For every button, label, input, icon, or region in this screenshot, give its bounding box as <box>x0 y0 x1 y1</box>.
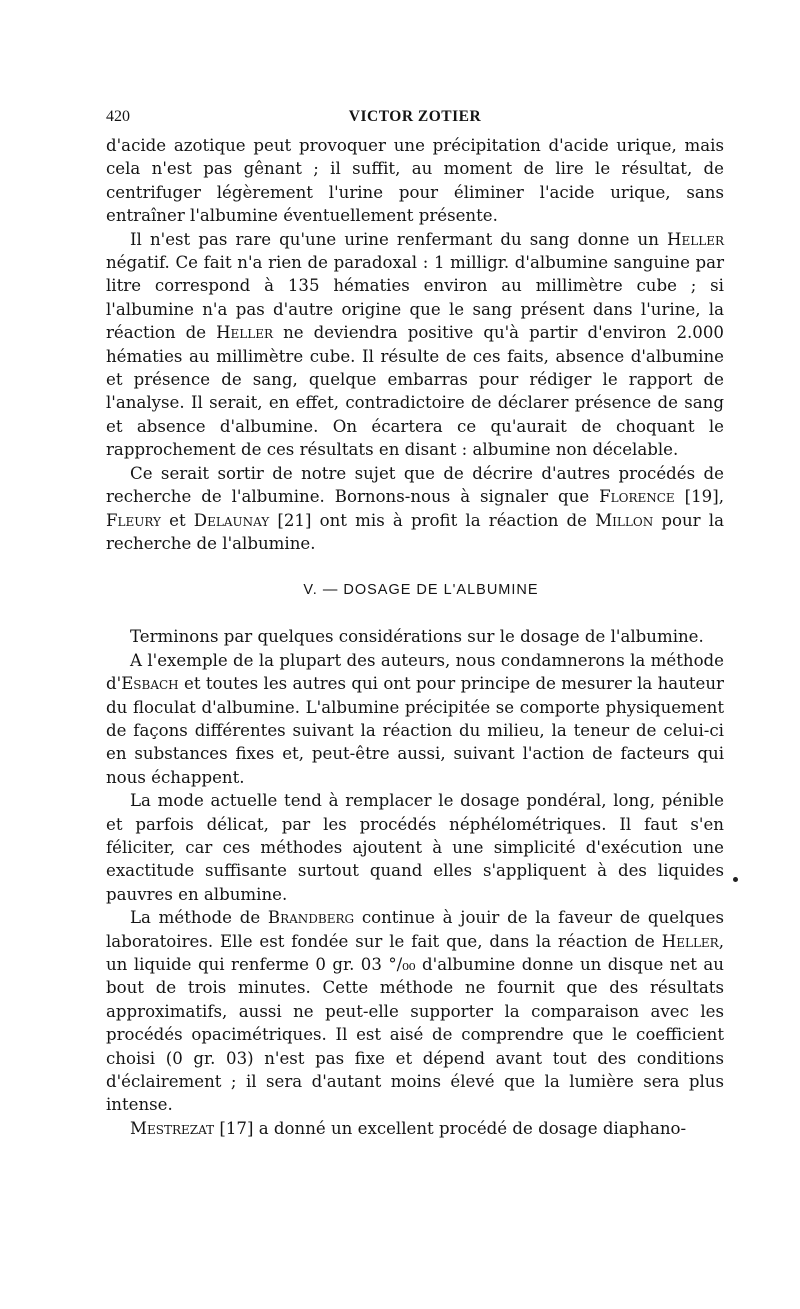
paragraph <box>106 462 724 556</box>
paragraph-text: négatif. Ce fait n'a rien de paradoxal : 1 milligr. d'albumine sanguine par litre correspond à 135 hématies environ au millimètre cube ; si l'albumine n'a pas d'autre origine que le sang présent dans l'urine, la réaction de <box>106 253 724 343</box>
author-name: Florence <box>599 487 675 507</box>
paragraph-text: La méthode de <box>130 908 268 928</box>
paragraph <box>106 134 724 228</box>
paragraph <box>106 228 724 462</box>
page <box>106 104 724 1140</box>
paragraph <box>106 625 724 648</box>
paragraph-text: , un liquide qui renferme 0 gr. 03 °/₀₀ d'albumine donne un disque net au bout de trois minutes. Cette méthode ne fournit que des résultats approximatifs, aussi ne peut-elle supporter la comparaison avec les procédés opacimétriques. Il est aisé de comprendre que le coefficient choisi (0 gr. 03) n'est pas fixe et dépend avant tout des conditions d'éclairement ; il sera d'autant moins élevé que la lumière sera plus intense. <box>106 931 724 1115</box>
paragraph-text: [21] ont mis à profit la réaction de <box>269 510 596 530</box>
section-heading: V. — DOSAGE DE L'ALBUMINE <box>303 582 539 599</box>
author-name: Esbach <box>121 674 179 694</box>
page-number: 420 <box>106 108 130 125</box>
author-name: Millon <box>595 510 654 530</box>
paragraph <box>106 906 724 1117</box>
author-name: Heller <box>661 931 719 951</box>
paragraph <box>106 789 724 906</box>
paragraph-text: d'acide azotique peut provoquer une précipitation d'acide urique, mais cela n'est pas gênant ; il suffit, au moment de lire le résultat, de centrifuger légèrement l'urine pour éliminer l'acide urique, sans entraîner l'albumine éventuellement présente. <box>106 136 724 226</box>
author-name: Mestrezat <box>130 1118 215 1138</box>
paragraph-text: continue à jouir de la faveur de quelques laboratoires. Elle est fondée sur le fait que, dans la réaction de <box>106 908 724 951</box>
running-head <box>106 104 724 134</box>
paragraph-text: Il n'est pas rare qu'une urine renfermant du sang donne un <box>130 229 668 249</box>
paragraph <box>106 649 724 789</box>
paragraph-text: ne deviendra positive qu'à partir d'environ 2.000 hématies au millimètre cube. Il résulte de ces faits, absence d'albumine et présence de sang, quelque embarras pour rédiger le rapport de l'analyse. Il serait, en effet, contradictoire de déclarer présence de sang et absence d'albumine. On écartera ce qu'aurait de choquant le rapprochement de ces résultats en disant : albumine non décelable. <box>106 323 724 460</box>
running-title: VICTOR ZOTIER <box>348 108 482 125</box>
paragraph-text: pour la recherche de l'albumine. <box>106 510 724 553</box>
author-name: Fleury <box>106 510 161 530</box>
paragraph-text: et <box>160 510 194 530</box>
paragraph-text: [19], <box>674 487 724 507</box>
paragraph-text: Terminons par quelques considérations sur le dosage de l'albumine. <box>130 627 704 647</box>
author-name: Heller <box>216 323 274 343</box>
paragraph-text: A l'exemple de la plupart des auteurs, nous condamnerons la méthode d' <box>106 650 724 694</box>
author-name: Heller <box>667 229 724 249</box>
body-text <box>106 134 724 1140</box>
paragraph-text: Ce serait sortir de notre sujet que de décrire d'autres procédés de recherche de l'albumine. Bornons-nous à signaler que <box>106 463 724 507</box>
author-name: Brandberg <box>267 908 355 928</box>
paragraph-text: et toutes les autres qui ont pour principe de mesurer la hauteur du floculat d'albumine. L'albumine précipitée se comporte physiquement de façons différentes suivant la réaction du milieu, la teneur de celui-ci en substances fixes et, peut-être aussi, suivant l'action de facteurs qui nous échappent. <box>106 674 724 787</box>
paragraph <box>106 1117 724 1140</box>
margin-dot-mark <box>733 877 738 882</box>
paragraph-text: La mode actuelle tend à remplacer le dosage pondéral, long, pénible et parfois délicat, par les procédés néphélométriques. Il faut s'en féliciter, car ces méthodes ajoutent à une simplicité d'exécution une exactitude suffisante surtout quand elles s'appliquent à des liquides pauvres en albumine. <box>106 791 724 904</box>
paragraph-text: [17] a donné un excellent procédé de dosage diaphano- <box>214 1118 687 1138</box>
author-name: Delaunay <box>193 510 270 530</box>
